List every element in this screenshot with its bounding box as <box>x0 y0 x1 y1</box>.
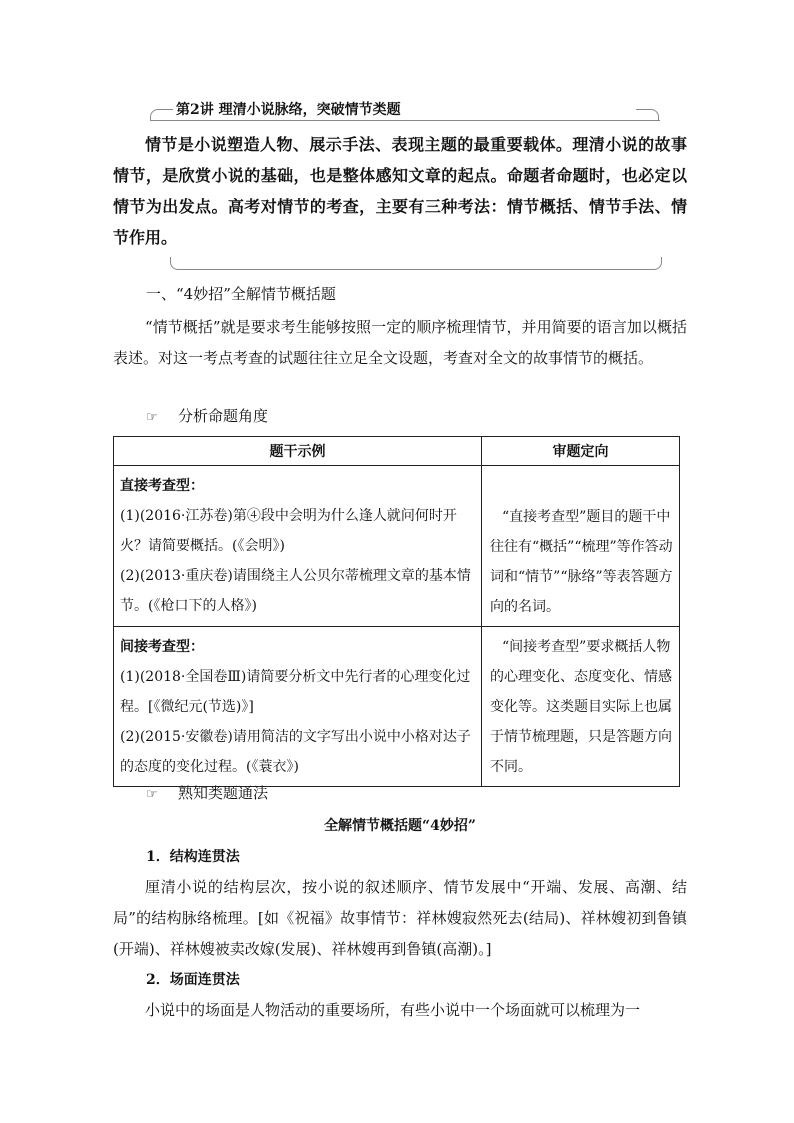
table-cell-examples <box>114 466 482 627</box>
table-cell-examples <box>114 627 482 787</box>
method-body: 小说中的场面是人物活动的重要场所，有些小说中一个场面就可以梳理为一 <box>145 1001 641 1019</box>
subtitle: 全解情节概括题“4妙招” <box>324 818 476 834</box>
example-item: (1)(2018·全国卷Ⅲ)请简要分析文中先行者的心理变化过程。[《微纪元(节选)》] <box>120 669 471 715</box>
question-table <box>113 436 680 787</box>
row-type-label: 间接考查型： <box>120 639 204 655</box>
method-label-row <box>146 782 268 803</box>
method-body: 厘清小说的结构层次，按小说的叙述顺序、情节发展中“开端、发展、高潮、结局”的结构脉络梳理。[如《祝福》故事情节：祥林嫂寂然死去(结局)、祥林嫂初到鲁镇(开端)、祥林嫂被卖改嫁(发展)、祥林嫂再到鲁镇(高潮)。] <box>113 878 687 958</box>
analysis-label-row <box>146 405 268 426</box>
table-cell-direction: “直接考查型”题目的题干中往往有“概括”“梳理”等作答动词和“情节”“脉络”等表答题方向的名词。 <box>482 466 680 627</box>
table-header-row <box>114 437 680 466</box>
example-item: (2)(2013·重庆卷)请围绕主人公贝尔蒂梳理文章的基本情节。(《枪口下的人格》) <box>120 568 471 614</box>
method-heading: 1．结构连贯法 <box>146 849 240 865</box>
table-header-cell: 审题定向 <box>482 437 680 466</box>
pointing-hand-icon: ☞ <box>146 410 158 425</box>
pointing-hand-icon: ☞ <box>146 787 158 802</box>
row-type-label: 直接考查型： <box>120 478 204 494</box>
intro-bracket-bottom <box>170 257 662 270</box>
section-heading: 一、“4妙招”全解情节概括题 <box>146 285 336 303</box>
analysis-label: 分析命题角度 <box>178 407 269 425</box>
section-paragraph: “情节概括”就是要求考生能够按照一定的顺序梳理情节，并用简要的语言加以概括表述。对这一考点考查的试题往往立足全文设题，考查对全文的故事情节的概括。 <box>113 318 687 367</box>
title-underline <box>150 120 660 121</box>
lesson-title: 第2讲 理清小说脉络，突破情节类题 <box>176 102 401 118</box>
table-row <box>114 466 680 627</box>
method-label: 熟知类题通法 <box>178 784 269 802</box>
table-header-cell: 题干示例 <box>114 437 482 466</box>
table-row <box>114 627 680 787</box>
intro-paragraph: 情节是小说塑造人物、展示手法、表现主题的最重要载体。理清小说的故事情节，是欣赏小说的基础，也是整体感知文章的起点。命题者命题时，也必定以情节为出发点。高考对情节的考查，主要有三种考法：情节概括、情节手法、情节作用。 <box>113 135 687 247</box>
method-heading: 2．场面连贯法 <box>146 972 240 988</box>
example-item: (1)(2016·江苏卷)第④段中会明为什么逢人就问何时开火？请简要概括。(《会明》) <box>120 508 457 554</box>
table-cell-direction: “间接考查型”要求概括人物的心理变化、态度变化、情感变化等。这类题目实际上也属于情节梳理题，只是答题方向不同。 <box>482 627 680 787</box>
example-item: (2)(2015·安徽卷)请用简洁的文字写出小说中小格对达子的态度的变化过程。(《蓑衣》) <box>120 729 471 775</box>
